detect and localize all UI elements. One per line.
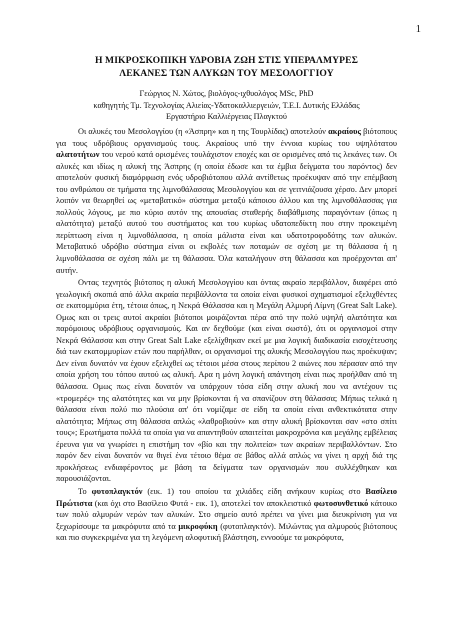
- author-lab: Εργαστήριο Καλλιέργειας Πλαγκτού: [166, 112, 287, 122]
- bold-term: φωτοσυνθετικό: [313, 498, 369, 508]
- bold-term: μικροφύκη: [178, 521, 218, 531]
- paragraph-3: [56, 486, 397, 544]
- article-title: [56, 54, 397, 80]
- bold-term: ακραίους: [328, 127, 361, 136]
- text-span: (και όχι στο Βασίλειο Φυτά - εικ. 1), αποτελεί τον αποκλειστικό: [92, 498, 314, 508]
- text-span: (εικ. 1) του οποίου τα χιλιάδες είδη ανήκουν κυρίως στο: [142, 486, 366, 496]
- text-span: του νερού κατά ορισμένες τουλάχιστον εποχές και σε ορισμένες από τις λεκάνες των. Οι αλυκές και ιδίως η αλυκή της Άσπρης (η οποία έδωσε και τα έμβια δείγματα του παρόντος) δεν αποτελούν φυσική διαμόρφωση ενός υδροβιότοπου αλλά αντίθετως προέκυψαν από την επέμβαση του ανθρώπου σε τμήματα της λιμνοθάλασσας Μεσολογγίου και σε γειτνιάζουσα χέρσο. Δεν μπορεί λοιπόν να θεωρηθεί ως «μεταβατικό» σύστημα μεταξύ κάποιου άλλου και της λιμνοθάλασσας για πολλούς λόγους, με πιο κύριο αυτόν της απουσίας σταθερής διαβάθμισης παραγόντων (όπως η αλατότητα) μεταξύ αυτού του συστήματος και του κυρίως υδατοπεδίκτη που στην προκειμένη περίπτωση είναι η λιμνοθάλασσα, η οποία μάλιστα είναι και υδατοτροφοδότης των αλυκών. Μεταβατικό υδρόβιο σύστημα είναι οι εκβολές των ποταμών σε σχέση με τη θάλασσα ή η λιμνοθάλασσα σε σχέση πάλι με τη θάλασσα. Όλα καταλήγουν στη θάλασσα και προέρχονται απ' αυτήν.: [56, 150, 397, 275]
- text-span: βιότοπους για τους υδρόβιους οργανισμούς τους. Ακραίους υπό την έννοια κυρίως του υψηλότατου: [56, 127, 398, 148]
- text-span: κάτοικο των πολύ αλμυρών νερών των αλυκών. Στο σημείο αυτό πρέπει να γίνει μια διευκρίνιση για να ξεχωρίσουμε τα μακρόφυτα από τα: [56, 498, 397, 531]
- text-span: Οι αλυκές του Μεσολογγίου (η «Άσπρη» και η της Τουρλίδας) αποτελούν: [78, 127, 329, 136]
- text-span: Οντας τεχνητός βιότοπος η αλυκή Μεσολογγίου και όντας ακραίο περιβάλλον, διαφέρει από γεωλογική σκοπιά από άλλα ακραία περιβάλλοντα τα οποία είναι φυσικοί σχηματισμοί εξελιχθέντες σε εκατομμύρια έτη, τέτοια όπως, η Νεκρά Θάλασσα και η Μεγάλη Αλμυρή Λίμνη (Great Salt Lake). Ομως και οι τρεις αυτοί ακραίοι βιότοποι μοιράζονται πέρα από την πολύ υψηλή αλατότητα και παρόμοιους υδρόβιους οργανισμούς. Και αν δεχθούμε (και είναι σωστό), ότι οι οργανισμοί στην Νεκρά Θάλασσα και στην Great Salt Lake εξελίχθηκαν εκεί με μια λογική διαδικασία εισοχέτευσης διά των εκατομμυρίων ετών που παρήλθαν, οι οργανισμοί της αλυκής Μεσολογγίου πως προέκυψαν; Δεν είναι δυνατόν να έχουν εξελιχθεί ως τέτοιοι μέσα στους περίπου 2 αιώνες που πέρασαν από την οποία χρήση του τόπου αυτού ως αλυκή. Αρα η μόνη λογική απάντηση είναι πως προήλθαν από τη θάλασσα. Ομως πως είναι δυνατόν να υπάρχουν τόσα είδη στην αλυκή που να αντέχουν τις «τρομερές» της αλατότητες και να μην βρίσκονται ή να σπανίζουν στη θάλασσα; Μήπως τελικά η θάλασσα είναι πολύ πιο πλούσια απ' ότι νομίζαμε σε είδη τα οποία είναι ανθεκτικότατα στην αλατότητα; Μήπως στη θάλασσα απλώς «λαθροβιούν» και στην αλυκή βρίσκονται σαν «στο σπίτι τους»; Ερωτήματα πολλά τα οποία για να απαντηθούν απαιτείται μακροχρόνια και μεγάλης εμβέλειας έρευνα για να γνωρίσει η επιστήμη τον «βίο και την πολιτεία» των ακραίων περιβαλλόντων. Στο παρόν δεν είναι δυνατόν να θιγεί ένα τέτοιο θέμα σε βάθος αλλά απλώς να γίνει η αρχή διά της προκλήσεως ενδιαφέροντος με βάση τα δείγματα των οργανισμών που συλλέχθηκαν και παρουσιάζονται.: [56, 278, 397, 484]
- author-affiliation: καθηγητής Τμ. Τεχνολογίας Αλιείας-Υδατοκαλλιεργειών, Τ.Ε.Ι. Δυτικής Ελλάδας: [93, 100, 360, 110]
- author-name: Γεώργιος Ν. Χώτος, βιολόγος-ιχθυολόγος MSc, PhD: [139, 89, 314, 98]
- title-line-2: ΛΕΚΑΝΕΣ ΤΩΝ ΑΛΥΚΩΝ ΤΟΥ ΜΕΣΟΛΟΓΓΙΟΥ: [119, 68, 334, 79]
- bold-term: αλατοτήτων: [56, 150, 100, 160]
- page-number: 1: [415, 24, 421, 35]
- author-block: [56, 88, 397, 123]
- bold-term: φυτοπλαγκτόν: [91, 486, 143, 496]
- article-body: [56, 126, 397, 545]
- title-line-1: Η ΜΙΚΡΟΣΚΟΠΙΚΗ ΥΔΡΟΒΙΑ ΖΩΗ ΣΤΙΣ ΥΠΕΡΑΛΜΥΡΕΣ: [95, 55, 358, 66]
- paragraph-2: [56, 277, 397, 485]
- text-span: Το: [78, 486, 92, 496]
- bold-term: Βασίλειο Πρώτιστα: [56, 486, 397, 508]
- paragraph-1: [56, 126, 397, 276]
- text-span: (φυτοπλαγκτόν). Μιλώντας για αλμυρούς βιότοπους και πιο συγκεκριμένα για τη λεγόμενη αλοφυτική βλάστηση, εννοούμε τα μακρόφυτα,: [56, 521, 397, 543]
